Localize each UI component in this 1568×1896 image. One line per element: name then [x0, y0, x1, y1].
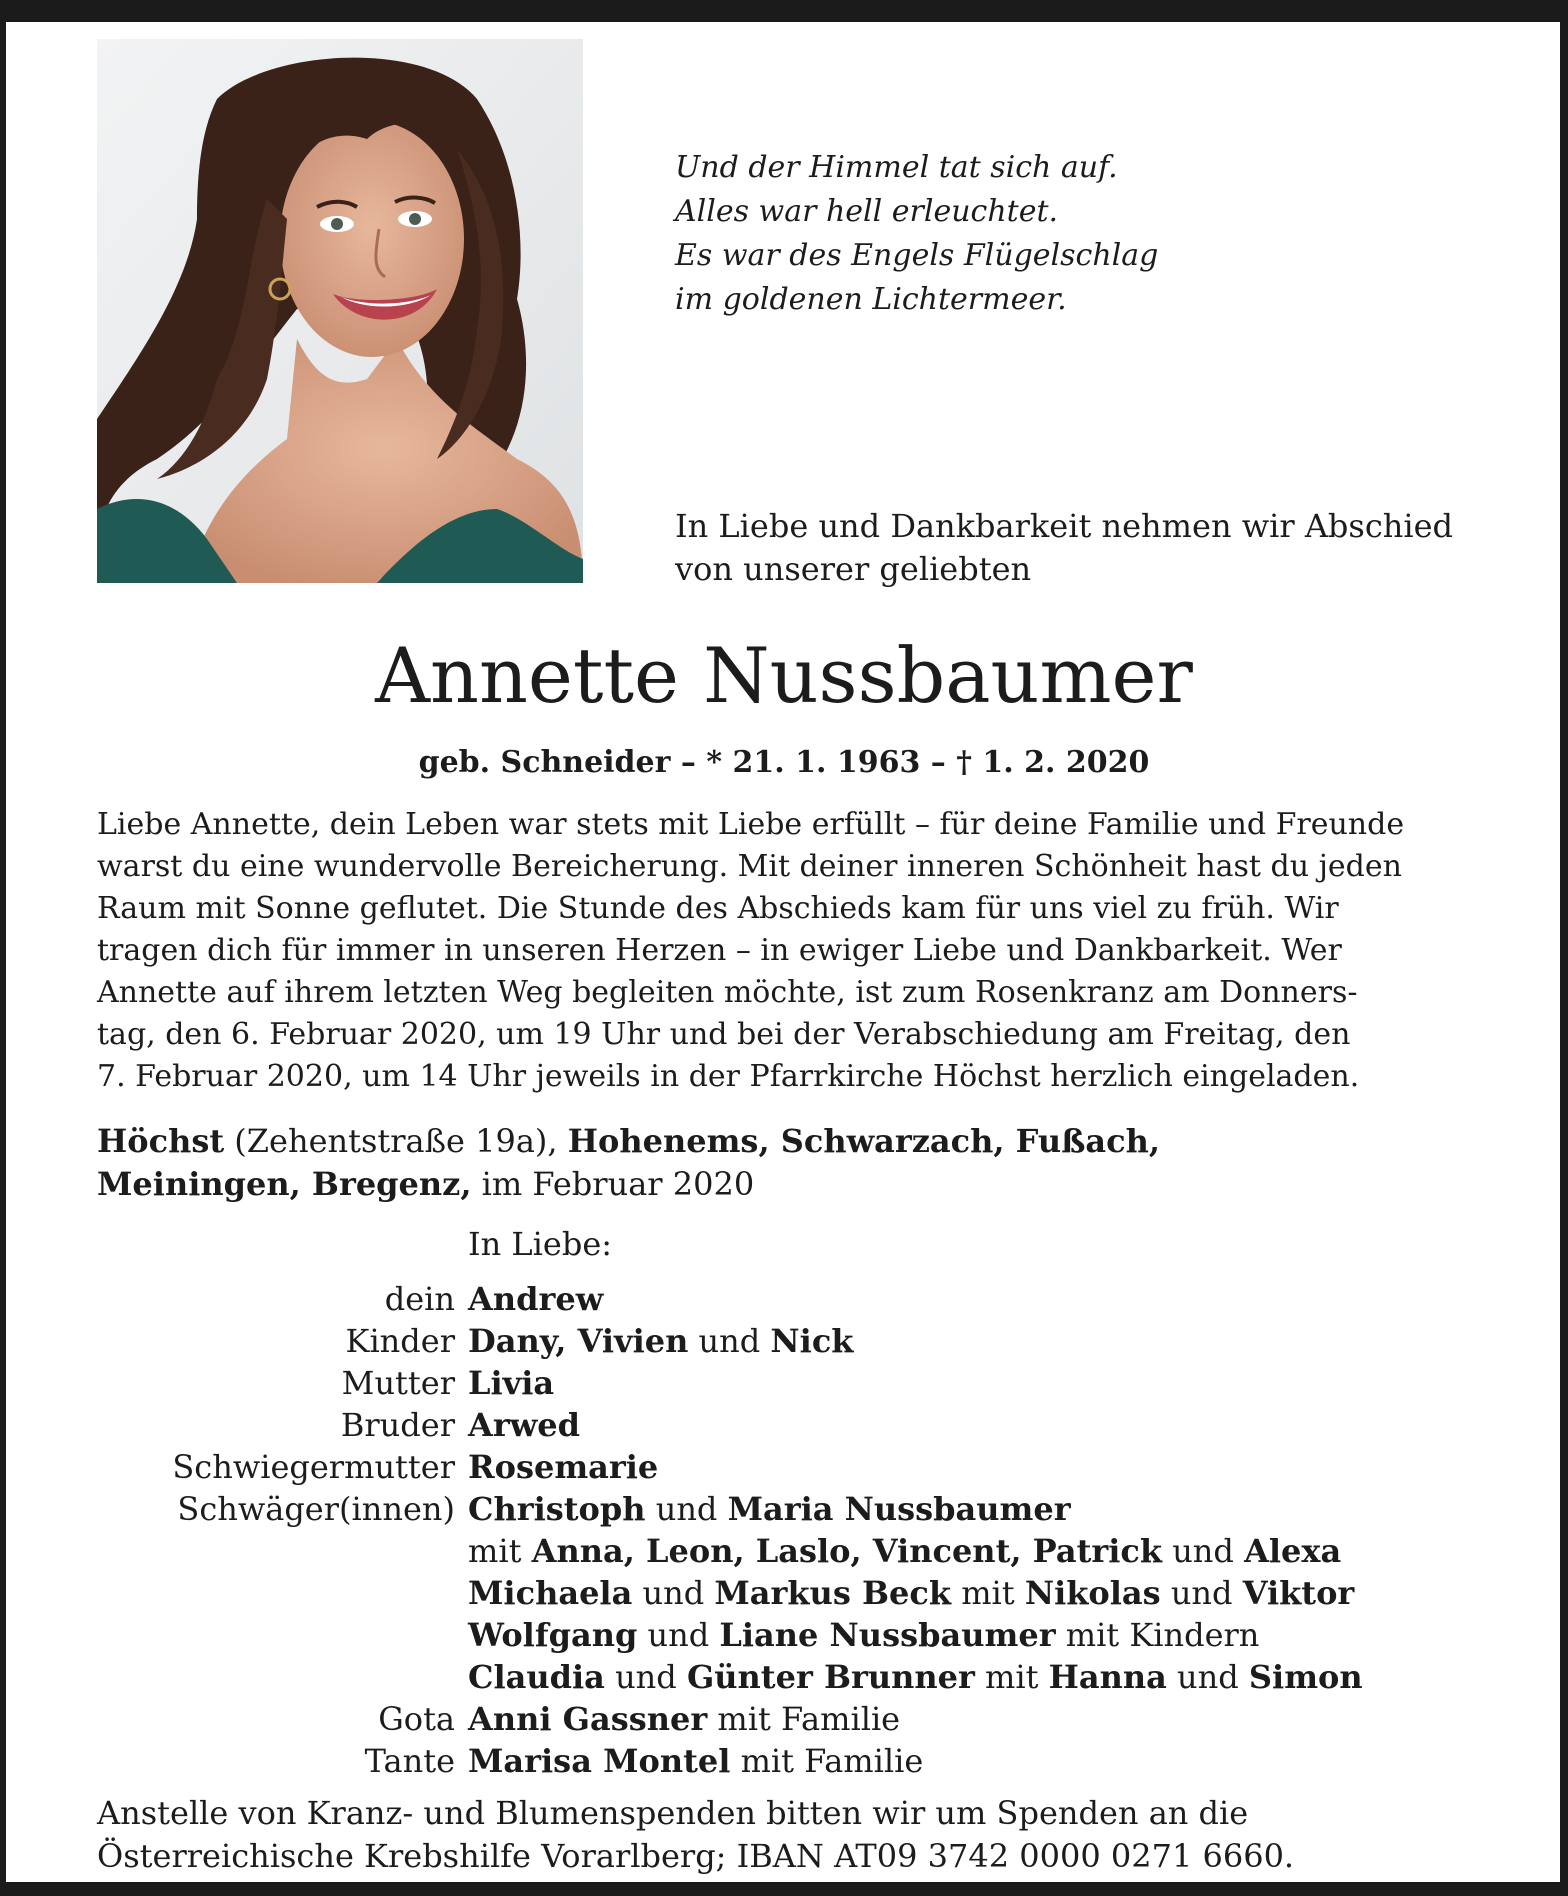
relation-label: Tante — [364, 1742, 455, 1780]
mourner-name: Nick — [770, 1322, 854, 1360]
paragraph-line: 7. Februar 2020, um 14 Uhr jeweils in der Pfarrkirche Höchst herzlich eingeladen. — [97, 1059, 1360, 1094]
birth-death-dates: geb. Schneider – * 21. 1. 1963 – † 1. 2. 2020 — [418, 745, 1150, 780]
mourner-row — [97, 1320, 1517, 1362]
relation-label — [97, 1614, 468, 1656]
poem-line: im goldenen Lichtermeer. — [675, 282, 1067, 317]
mourner-name: Viktor — [1242, 1574, 1355, 1612]
mourner-row — [97, 1656, 1517, 1698]
mourner-name: Anna, Leon, Laslo, Vincent, Patrick — [531, 1532, 1163, 1570]
mourner-names — [468, 1614, 1259, 1656]
poem-line: Es war des Engels Flügelschlag — [675, 238, 1159, 273]
mourner-name: Alexa — [1244, 1532, 1342, 1570]
connector-text: und — [604, 1658, 687, 1696]
relation-label — [97, 1656, 468, 1698]
mourner-name: Simon — [1248, 1658, 1363, 1696]
connector-text: mit Familie — [707, 1700, 901, 1738]
town-names: Hohenems, Schwarzach, Fußach, — [567, 1122, 1161, 1160]
mourner-names — [468, 1446, 658, 1488]
connector-text: und — [645, 1490, 728, 1528]
connector-text: und — [1160, 1574, 1243, 1612]
mourner-row — [97, 1572, 1517, 1614]
mourner-name: Markus Beck — [714, 1574, 952, 1612]
mourner-name: Nikolas — [1024, 1574, 1161, 1612]
paragraph-line: Annette auf ihrem letzten Weg begleiten möchte, ist zum Rosenkranz am Donners- — [97, 975, 1358, 1010]
notice-date: im Februar 2020 — [471, 1165, 755, 1203]
relation-label — [97, 1572, 468, 1614]
mourner-row — [97, 1488, 1517, 1530]
relation-label: Mutter — [341, 1364, 455, 1402]
deceased-name: Annette Nussbaumer — [375, 631, 1193, 720]
mourner-row — [97, 1698, 1517, 1740]
place-line — [97, 1120, 1497, 1163]
mourner-row — [97, 1530, 1517, 1572]
mourner-name: Michaela — [468, 1574, 633, 1612]
town-names: Meiningen, Bregenz, — [97, 1165, 472, 1203]
place-line — [97, 1163, 1497, 1206]
relation-label — [97, 1530, 468, 1572]
connector-text: und — [637, 1616, 720, 1654]
paragraph-line: tag, den 6. Februar 2020, um 19 Uhr und bei der Verabschiedung am Freitag, den — [97, 1017, 1351, 1052]
donation-line: Anstelle von Kranz- und Blumenspenden bitten wir um Spenden an die — [97, 1794, 1249, 1832]
mourner-name: Wolfgang — [468, 1616, 638, 1654]
relation-label: Kinder — [345, 1322, 455, 1360]
place-and-date — [97, 1120, 1497, 1206]
mourner-row — [97, 1446, 1517, 1488]
mourners-list — [97, 1278, 1517, 1782]
poem-line: Und der Himmel tat sich auf. — [675, 150, 1118, 185]
connector-text: mit — [951, 1574, 1025, 1612]
paragraph-line: Liebe Annette, dein Leben war stets mit Liebe erfüllt – für deine Familie und Freunde — [97, 807, 1405, 842]
mourner-name: Marisa Montel — [468, 1742, 731, 1780]
mourner-names — [468, 1572, 1354, 1614]
poem — [675, 146, 1158, 322]
mourner-row — [97, 1404, 1517, 1446]
mourner-names — [468, 1362, 554, 1404]
mourner-row — [97, 1362, 1517, 1404]
in-liebe-heading: In Liebe: — [468, 1225, 613, 1263]
connector-text: und — [1166, 1658, 1249, 1696]
mourner-name: Anni Gassner — [468, 1700, 708, 1738]
mourner-row — [97, 1614, 1517, 1656]
relation-label: Schwäger(innen) — [177, 1490, 455, 1528]
paragraph-line: warst du eine wundervolle Bereicherung. Mit deiner inneren Schönheit hast du jeden — [97, 849, 1402, 884]
mourner-name: Rosemarie — [468, 1448, 659, 1486]
connector-text: mit Familie — [730, 1742, 924, 1780]
address: (Zehentstraße 19a), — [224, 1122, 568, 1160]
mourner-names — [468, 1656, 1363, 1698]
mourner-names — [468, 1530, 1341, 1572]
relation-label: Bruder — [340, 1406, 455, 1444]
mourner-name: Arwed — [468, 1406, 580, 1444]
connector-text: und — [688, 1322, 771, 1360]
paragraph-line: Raum mit Sonne geflutet. Die Stunde des Abschieds kam für uns viel zu früh. Wir — [97, 891, 1339, 926]
mourner-names — [468, 1698, 900, 1740]
mourner-name: Maria Nussbaumer — [727, 1490, 1071, 1528]
mourner-names — [468, 1404, 580, 1446]
relation-label: dein — [384, 1280, 455, 1318]
connector-text: mit — [974, 1658, 1049, 1696]
relation-label: Gota — [378, 1700, 455, 1738]
mourner-names — [468, 1740, 923, 1782]
connector-text: und — [1162, 1532, 1245, 1570]
poem-line: Alles war hell erleuchtet. — [675, 194, 1059, 229]
mourner-names — [468, 1488, 1071, 1530]
mourner-name: Hanna — [1048, 1658, 1167, 1696]
intro-text — [675, 505, 1453, 591]
intro-line: In Liebe und Dankbarkeit nehmen wir Abschied — [675, 507, 1454, 545]
donation-note — [97, 1792, 1294, 1878]
mourner-name: Claudia — [468, 1658, 605, 1696]
mourner-row — [97, 1740, 1517, 1782]
mourner-names — [468, 1278, 603, 1320]
portrait-photo — [97, 39, 583, 583]
connector-text: mit Kindern — [1055, 1616, 1260, 1654]
donation-line: Österreichische Krebshilfe Vorarlberg; IBAN AT09 3742 0000 0271 6660. — [97, 1837, 1295, 1875]
relation-label: Schwiegermutter — [172, 1448, 455, 1486]
mourner-name: Günter Brunner — [686, 1658, 975, 1696]
mourner-name: Christoph — [468, 1490, 646, 1528]
mourner-name: Livia — [468, 1364, 555, 1402]
intro-line: von unserer geliebten — [675, 550, 1032, 588]
mourner-names — [468, 1320, 853, 1362]
connector-text: und — [632, 1574, 715, 1612]
town-name: Höchst — [97, 1122, 225, 1160]
tribute-paragraph — [97, 804, 1477, 1098]
connector-text: mit — [468, 1532, 532, 1570]
paragraph-line: tragen dich für immer in unseren Herzen – in ewiger Liebe und Dankbarkeit. Wer — [97, 933, 1342, 968]
mourner-name: Dany, Vivien — [468, 1322, 689, 1360]
mourner-name: Andrew — [468, 1280, 604, 1318]
mourner-name: Liane Nussbaumer — [719, 1616, 1056, 1654]
mourner-row — [97, 1278, 1517, 1320]
